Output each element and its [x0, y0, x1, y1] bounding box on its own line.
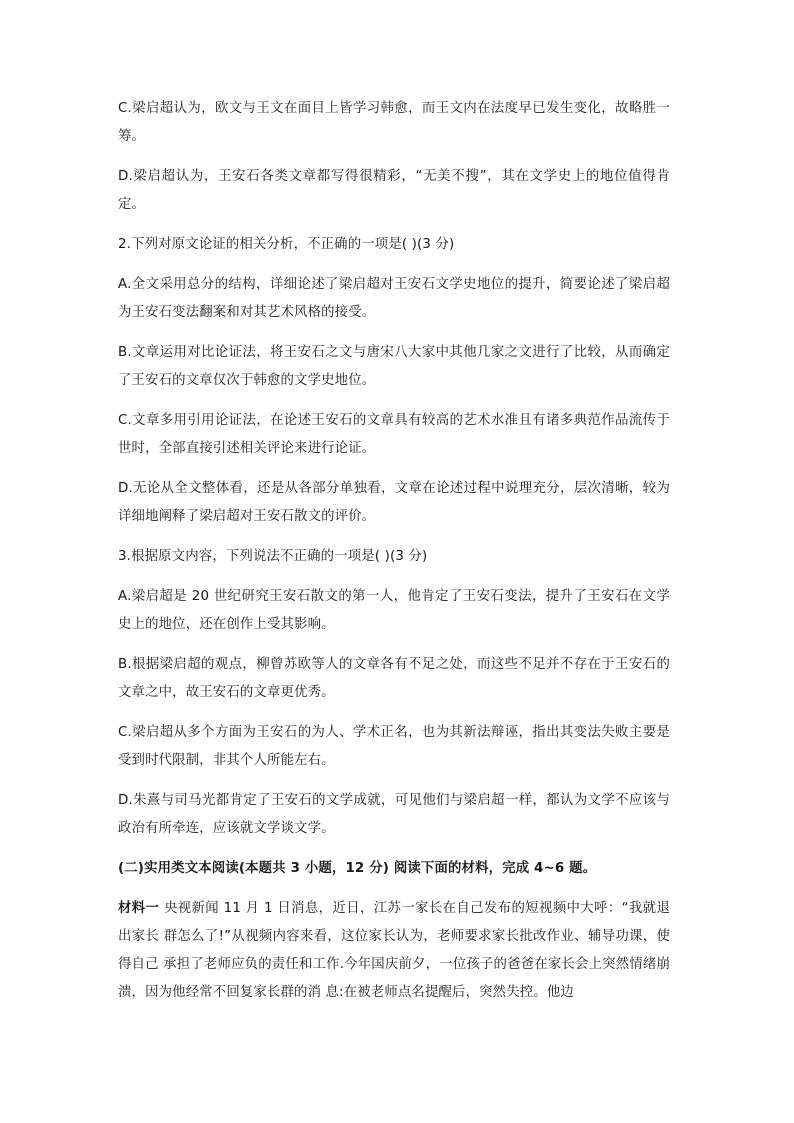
- option-d-q1: D.梁启超认为，王安石各类文章都写得很精彩，“无美不搜”，其在文学史上的地位值得肯定。: [118, 169, 670, 212]
- question-3: 3.根据原文内容，下列说法不正确的一项是( )(3 分): [118, 549, 428, 564]
- option-d-q3: D.朱熹与司马光都肯定了王安石的文学成就，可见他们与梁启超一样，都认为文学不应该与政治有所牵连，应该就文学谈文学。: [118, 793, 670, 836]
- material-text: 央视新闻 11 月 1 日消息，近日，江苏一家长在自己发布的短视频中大呼：“我就退出家长 群怎么了!”从视频内容来看，这位家长认为，老师要求家长批改作业、辅导功课，使得自己 承担了老师应负的责任和工作.今年国庆前夕，一位孩子的爸爸在家长会上突然情绪崩溃，因为他经常不回复家长群的消 息:在被老师点名提醒后，突然失控。他边: [118, 901, 670, 1000]
- material-label: 材料一: [118, 901, 160, 916]
- material-one: [118, 895, 670, 1007]
- option-c-q1: C.梁启超认为，欧文与王文在面目上皆学习韩愈，而王文内在法度早已发生变化，故略胜一筹。: [118, 101, 670, 144]
- option-d-q2: D.无论从全文整体看，还是从各部分单独看，文章在论述过程中说理充分，层次清晰，较为详细地阐释了梁启超对王安石散文的评价。: [118, 481, 670, 524]
- option-c-q3: C.梁启超从多个方面为王安石的为人、学术正名，也为其新法辩诬，指出其变法失败主要是受到时代限制，非其个人所能左右。: [118, 725, 670, 768]
- option-c-q2: C.文章多用引用论证法，在论述王安石的文章具有较高的艺术水准且有诸多典范作品流传于世时，全部直接引述相关评论来进行论证。: [118, 413, 670, 456]
- option-b-q3: B.根据梁启超的观点，柳曾苏欧等人的文章各有不足之处，而这些不足并不存在于王安石的文章之中，故王安石的文章更优秀。: [118, 657, 670, 700]
- option-a-q2: A.全文采用总分的结构，详细论述了梁启超对王安石文学史地位的提升，简要论述了梁启超为王安石变法翻案和对其艺术风格的接受。: [118, 277, 670, 320]
- option-b-q2: B.文章运用对比论证法，将王安石之文与唐宋八大家中其他几家之文进行了比较，从而确定了王安石的文章仅次于韩愈的文学史地位。: [118, 345, 670, 388]
- question-2: 2.下列对原文论证的相关分析，不正确的一项是( )(3 分): [118, 237, 455, 252]
- section-heading: (二)实用类文本阅读(本题共 3 小题，12 分) 阅读下面的材料，完成 4~6 题。: [118, 861, 597, 876]
- document-page: [118, 95, 670, 1019]
- option-a-q3: A.梁启超是 20 世纪研究王安石散文的第一人，他肯定了王安石变法，提升了王安石在文学史上的地位，还在创作上受其影响。: [118, 589, 670, 632]
